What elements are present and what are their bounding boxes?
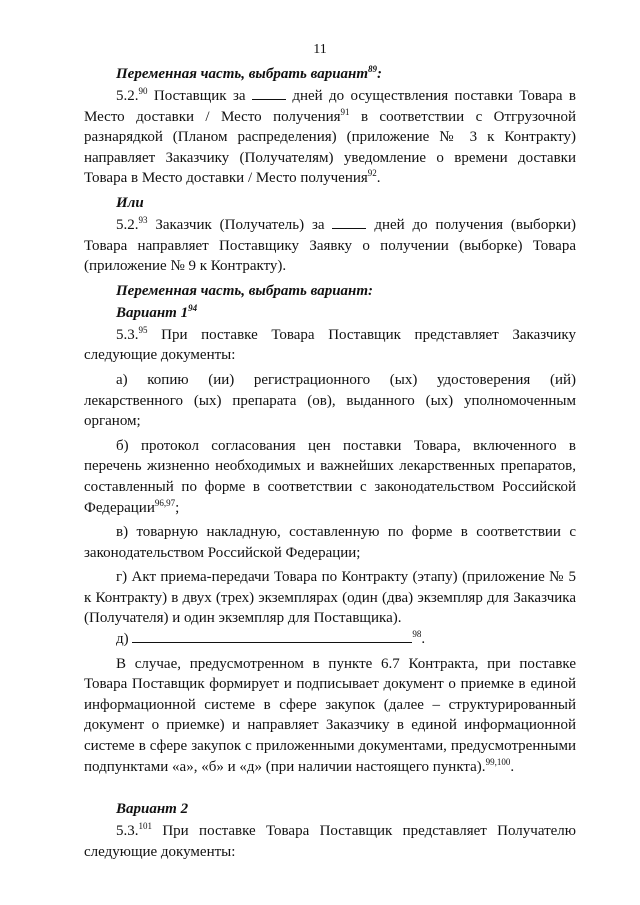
blank-days-field (332, 215, 366, 229)
footnote-ref: 89 (368, 64, 378, 74)
list-item-b: б) протокол согласования цен поставки Товара, включенного в перечень жизненно необходимых и важнейших лекарственных препаратов, составленный по форме в соответствии с законодательством Российской Федерации$^{96,97}$; (84, 437, 576, 516)
list-item-g: г) Акт приема-передачи Товара по Контракту (этапу) (приложение № 5 к Контракту) в двух (трех) экземплярах (один (два) экземпляр для Заказчика (Получателя) и один экземпляр для Поставщика). (84, 569, 576, 627)
clause-5-2-customer: 5.2.93 Заказчик (Получатель) за дней до получения (выборки) Товара направляет Поставщику Заявку о получении (выборке) Товара (приложение № 9 к Контракту). (84, 214, 576, 275)
heading-variant-1: Вариант $1^{94}$ (116, 302, 198, 321)
document-body (84, 64, 576, 862)
heading-variable-part: Переменная часть, выбрать вариант$^{89}$: (116, 64, 383, 82)
footnote-ref: 90 (138, 86, 148, 96)
heading-variable-part-2: Переменная часть, выбрать вариант: (116, 282, 374, 299)
heading-variant-2: Вариант 2 (116, 801, 189, 818)
list-item-a: а) копию (ии) регистрационного (ых) удостоверения (ий) лекарственного (ых) препарата (ов), выданного (ых) уполномоченным органом; (84, 371, 576, 430)
list-item-d: д) $^{98}$. (116, 629, 426, 648)
heading-or: Или (116, 194, 144, 211)
footnote-ref: 101 (138, 821, 152, 832)
clause-5-3-variant-2: 5.3.$^{101}$ При поставке Товара Поставщик представляет Получателю следующие документы: (84, 821, 576, 860)
footnote-ref: 92 (367, 168, 377, 179)
footnote-ref: 98 (412, 629, 422, 640)
footnote-ref: 94 (188, 302, 198, 313)
list-item-v: в) товарную накладную, составленную по форме в соответствии с законодательством Российской Федерации; (84, 524, 576, 561)
paragraph-structured-document: В случае, предусмотренном в пункте 6.7 Контракта, при поставке Товара Поставщик формирует и подписывает документ о приемке в единой информационной системе в сфере закупок (далее – структурированный документ о приемке) и направляет Заказчику в единой информационной системе в сфере закупок с приложенными документами, предусмотренными подпунктами «а», «б» и «д» (при наличии настоящего пункта).$^{99,100}$. (84, 655, 576, 775)
blank-field (132, 629, 412, 643)
footnote-ref: 91 (340, 106, 350, 117)
footnote-ref: 99,100 (485, 756, 511, 767)
clause-5-2-supplier: 5.2.90 Поставщик за дней до осуществления поставки Товара в Место доставки / Место получения$^{91}$ в соответствии с Отгрузочной разнарядкой (Планом распределения) (приложение № 3 к Контракту) направляет Заказчику (Получателям) уведомление о времени доставки Товара в Место доставки / Место получения$^{92}$. (84, 86, 577, 187)
footnote-ref: 96,97 (154, 497, 176, 508)
blank-days-field (252, 86, 286, 100)
page-number: 11 (313, 42, 327, 57)
footnote-ref: 93 (138, 214, 148, 225)
clause-5-3-variant-1: 5.3.95 При поставке Товара Поставщик представляет Заказчику следующие документы: (84, 324, 576, 364)
footnote-ref: 95 (138, 324, 148, 335)
